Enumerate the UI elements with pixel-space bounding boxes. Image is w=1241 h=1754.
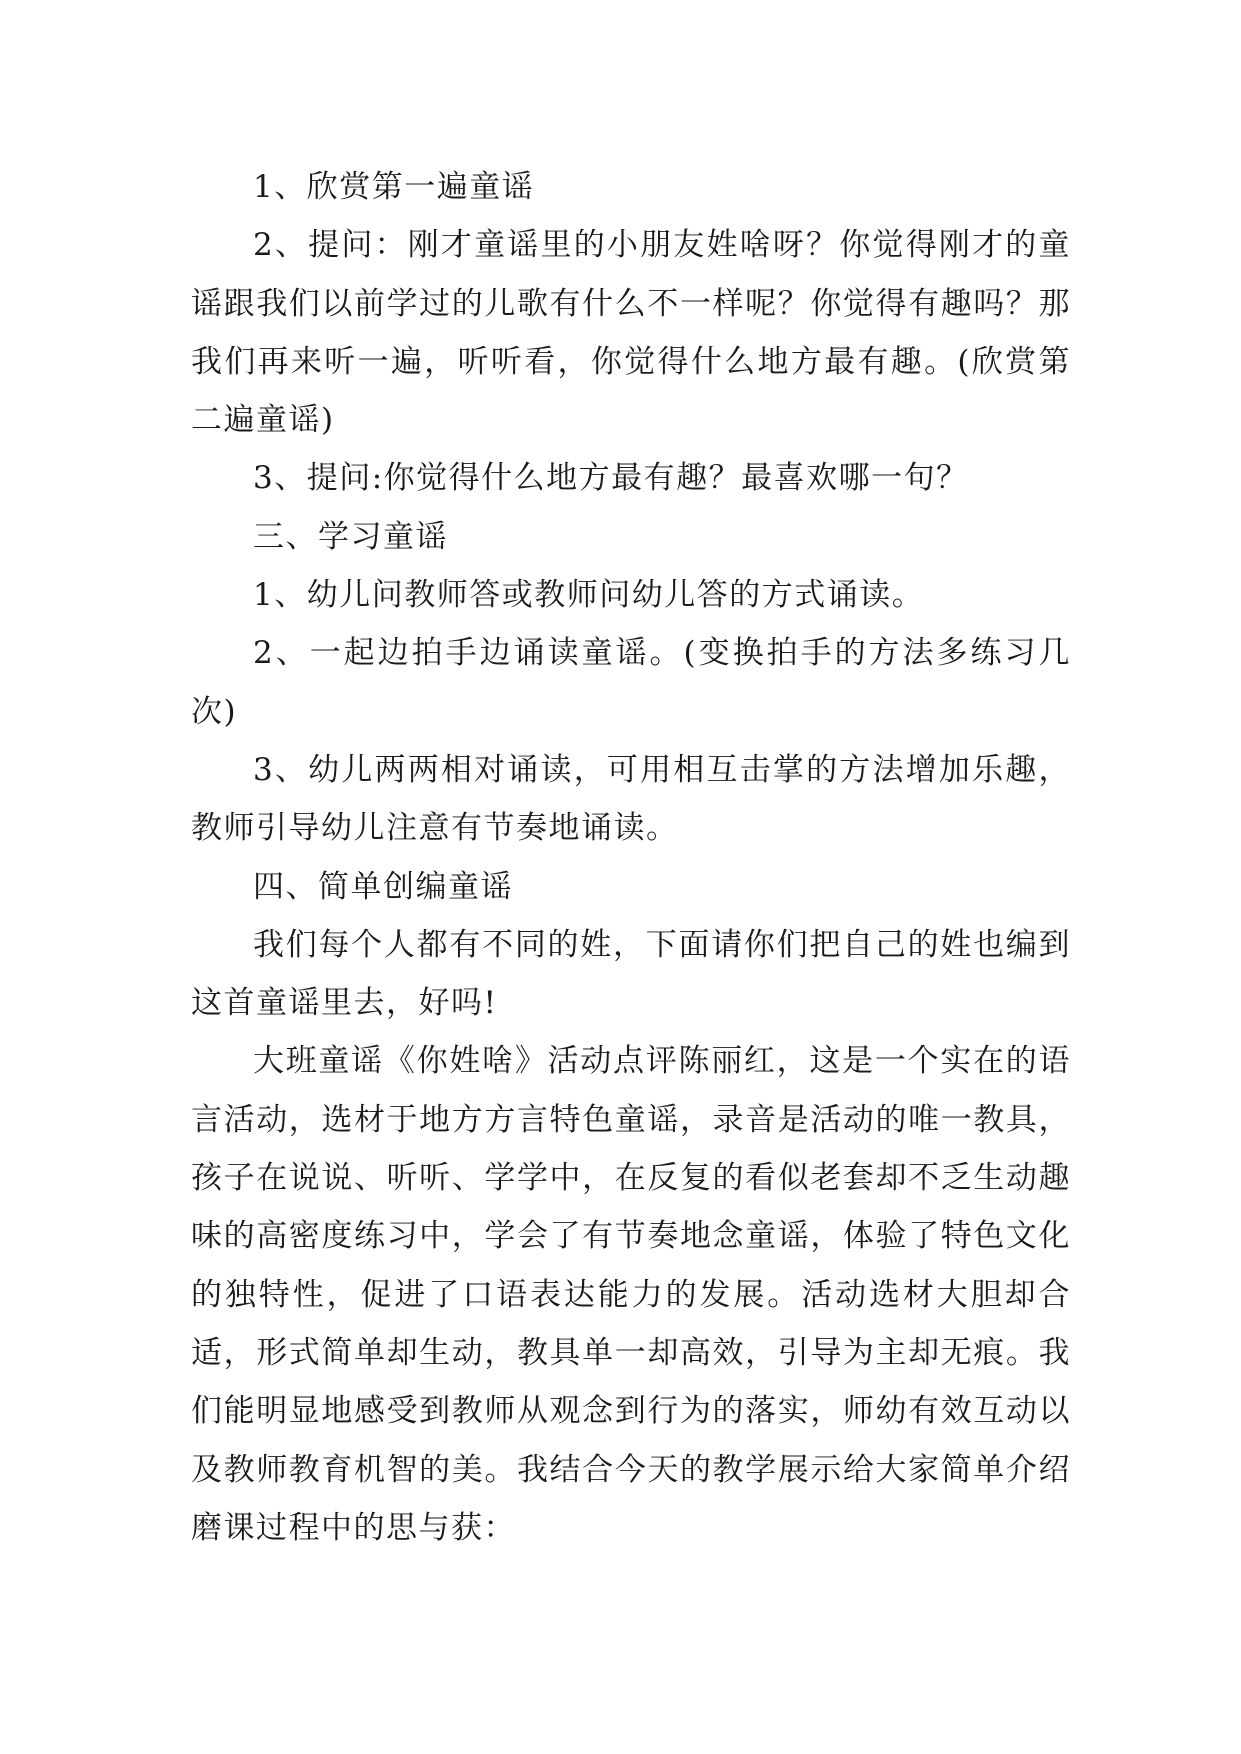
section-heading-learn: 三、学习童谣 <box>253 518 448 555</box>
paragraph-learn-1: 1、幼儿问教师答或教师问幼儿答的方式诵读。 <box>253 577 925 614</box>
paragraph-review: 大班童谣《你姓啥》活动点评陈丽红，这是一个实在的语言活动，选材于地方方言特色童谣，录音是活动的唯一教具，孩子在说说、听听、学学中，在反复的看似老套却不乏生动趣味的高密度练习中，学会了有节奏地念童谣，体验了特色文化的独特性，促进了口语表达能力的发展。活动选材大胆却合适，形式简单却生动，教具单一却高效，引导为主却无痕。我们能明显地感受到教师从观念到行为的落实，师幼有效互动以及教师教育机智的美。我结合今天的教学展示给大家简单介绍磨课过程中的思与获： <box>191 1043 1071 1546</box>
paragraph-question-1: 2、提问：刚才童谣里的小朋友姓啥呀？你觉得刚才的童谣跟我们以前学过的儿歌有什么不一样呢？你觉得有趣吗？那我们再来听一遍，听听看，你觉得什么地方最有趣。(欣赏第二遍童谣) <box>191 227 1071 439</box>
paragraph-create: 我们每个人都有不同的姓，下面请你们把自己的姓也编到这首童谣里去，好吗! <box>191 926 1071 1022</box>
paragraph-learn-2: 2、一起边拍手边诵读童谣。(变换拍手的方法多练习几次) <box>191 635 1071 730</box>
paragraph-learn-3: 3、幼儿两两相对诵读，可用相互击掌的方法增加乐趣，教师引导幼儿注意有节奏地诵读。 <box>191 751 1071 847</box>
paragraph-appreciate-first: 1、欣赏第一遍童谣 <box>253 169 535 205</box>
paragraph-question-2: 3、提问:你觉得什么地方最有趣？最喜欢哪一句？ <box>253 460 969 497</box>
document-body <box>191 158 1071 1557</box>
section-heading-create: 四、简单创编童谣 <box>253 868 513 905</box>
